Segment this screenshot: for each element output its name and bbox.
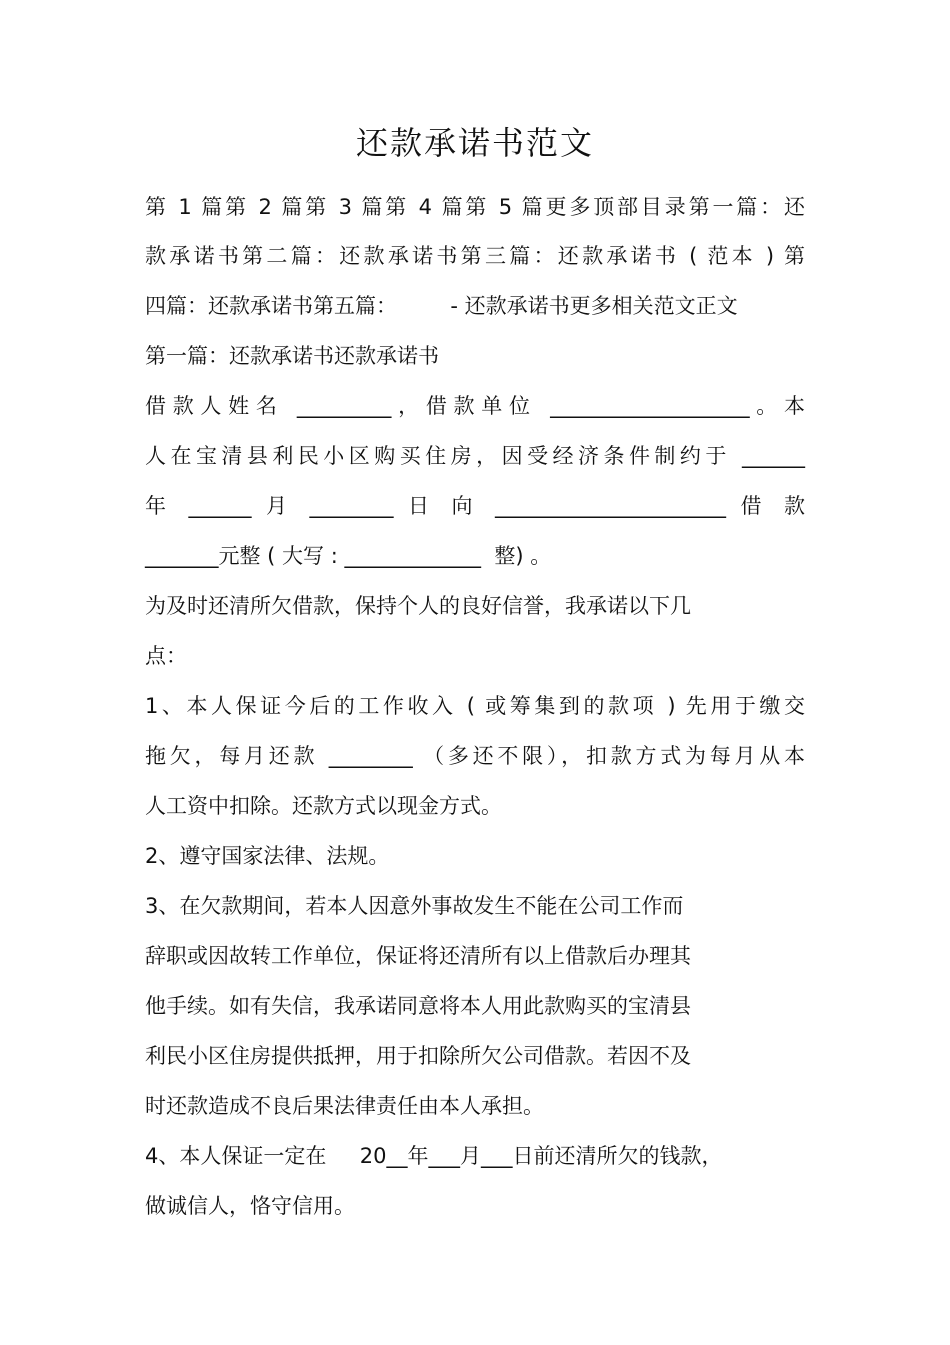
document-title: 还款承诺书范文 <box>355 124 594 162</box>
paragraph-line: 款承诺书第二篇：还款承诺书第三篇：还款承诺书 ( 范本 ) 第 <box>145 244 805 268</box>
paragraph-line: 利民小区住房提供抵押，用于扣除所欠公司借款。若因不及 <box>145 1044 691 1068</box>
paragraph-line: 做诚信人，恪守信用。 <box>145 1194 355 1218</box>
paragraph-line: 借款人姓名 _________，借款单位 ___________________。本 <box>145 394 805 418</box>
paragraph-line: 第一篇：还款承诺书还款承诺书 <box>145 344 439 368</box>
paragraph-line: 点： <box>145 644 187 668</box>
paragraph-line: 时还款造成不良后果法律责任由本人承担。 <box>145 1094 544 1118</box>
paragraph-line: 辞职或因故转工作单位，保证将还清所有以上借款后办理其 <box>145 944 691 968</box>
paragraph-line: 1、本人保证今后的工作收入 ( 或筹集到的款项 ) 先用于缴交 <box>145 694 805 718</box>
paragraph-line: 拖欠，每月还款 ________ （多还不限），扣款方式为每月从本 <box>145 744 805 768</box>
paragraph-line: 年 ______ 月 ________ 日 向 ______________________ 借 款 <box>145 494 805 518</box>
paragraph-line: 人工资中扣除。还款方式以现金方式。 <box>145 794 502 818</box>
paragraph-line: 3、在欠款期间，若本人因意外事故发生不能在公司工作而 <box>145 894 684 918</box>
paragraph-line: 2、遵守国家法律、法规。 <box>145 844 390 868</box>
paragraph-line: 他手续。如有失信，我承诺同意将本人用此款购买的宝清县 <box>145 994 691 1018</box>
paragraph-line: 4、本人保证一定在 20__年___月___日前还清所欠的钱款， <box>145 1144 723 1168</box>
paragraph-line: 人在宝清县利民小区购买住房，因受经济条件制约于 ______ <box>145 444 805 468</box>
paragraph-line: 第 1 篇第 2 篇第 3 篇第 4 篇第 5 篇更多顶部目录第一篇：还 <box>145 195 805 219</box>
paragraph-line: 四篇：还款承诺书第五篇： - 还款承诺书更多相关范文正文 <box>145 294 738 318</box>
paragraph-line: _______元整 ( 大写 : _____________ 整) 。 <box>145 544 552 568</box>
paragraph-line: 为及时还清所欠借款，保持个人的良好信誉，我承诺以下几 <box>145 594 691 618</box>
